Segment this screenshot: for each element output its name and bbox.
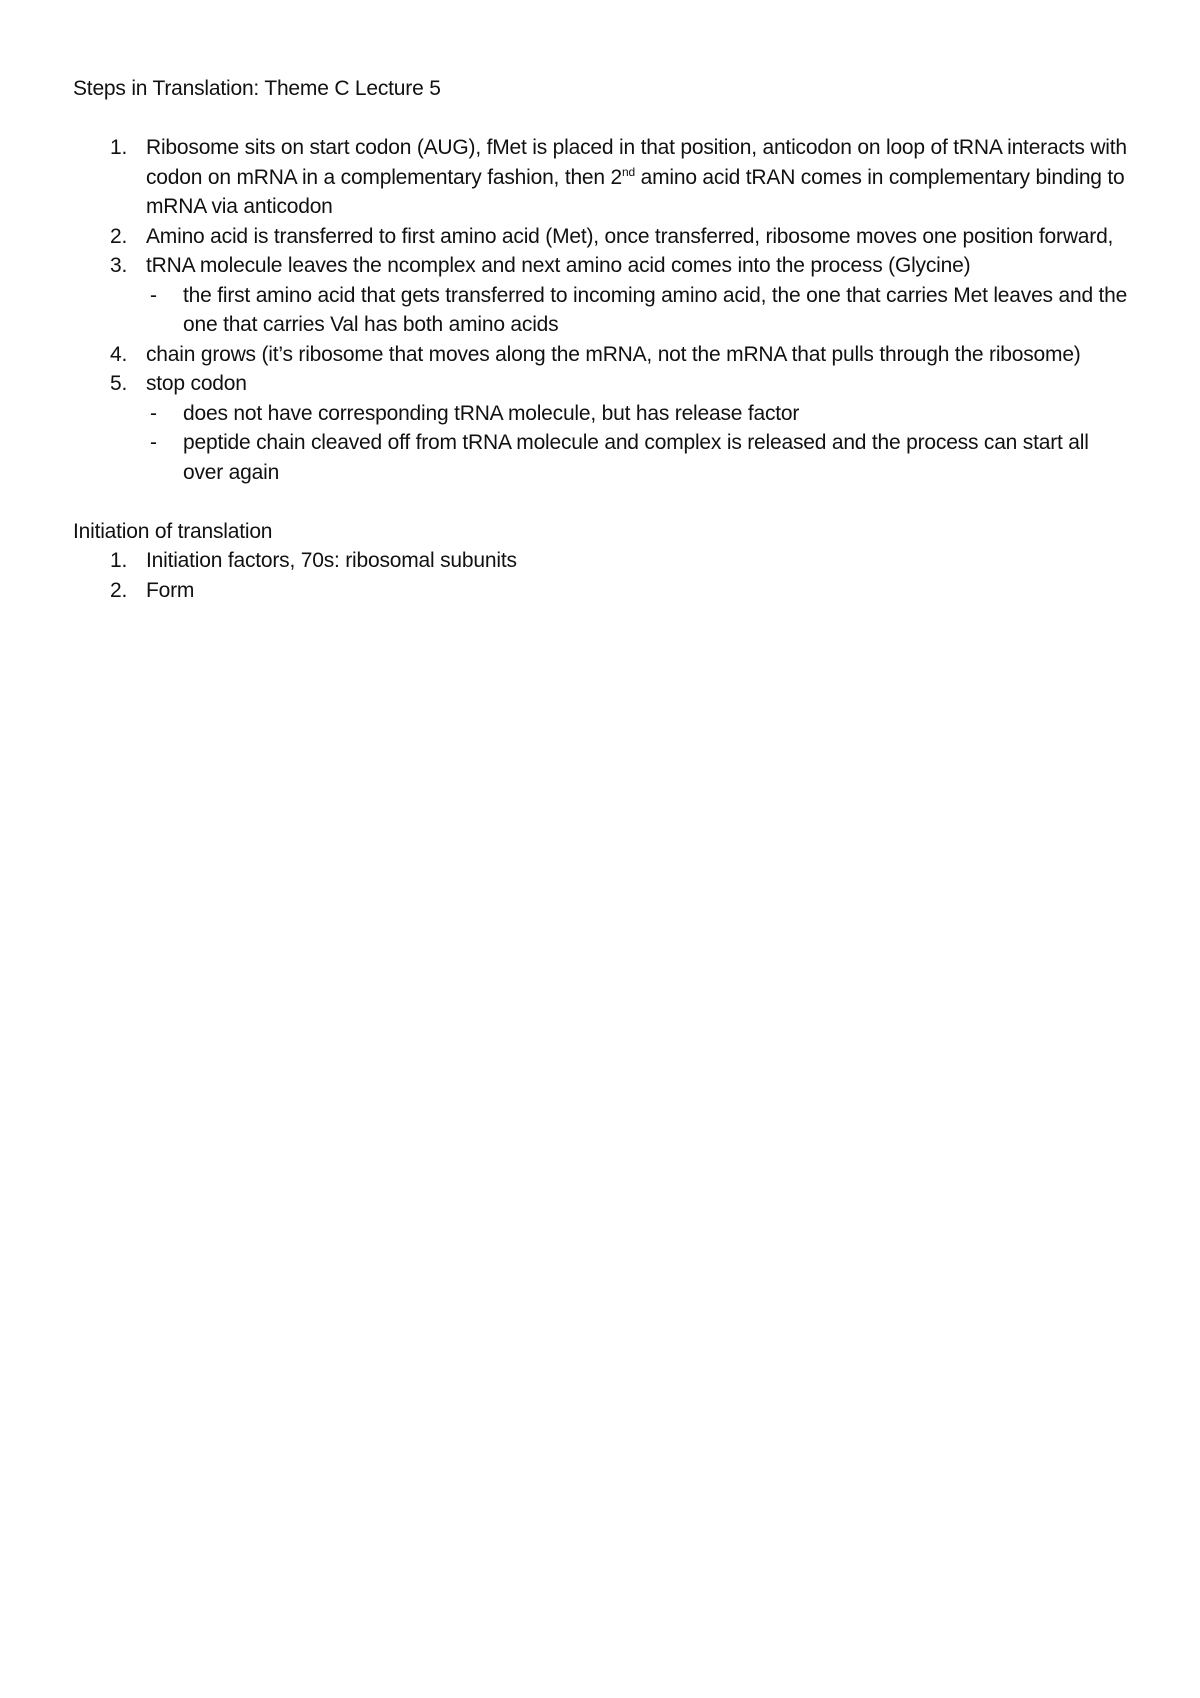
sub-list-item	[146, 281, 1133, 340]
list-item-initiation-1	[73, 546, 1133, 576]
list-number: 1.	[110, 136, 128, 159]
list-item-step-4	[73, 340, 1133, 370]
translation-steps-list	[73, 133, 1133, 487]
sub-list	[146, 399, 1133, 488]
list-number: 3.	[110, 254, 128, 277]
list-number: 5.	[110, 372, 128, 395]
dash-bullet: -	[150, 283, 157, 307]
list-item-text: Form	[146, 578, 195, 602]
document-body	[73, 74, 1133, 605]
dash-bullet: -	[150, 401, 157, 425]
list-item-step-2	[73, 222, 1133, 252]
spacer	[73, 487, 1133, 517]
list-item-text-continued: amino acid tRAN comes in complementary binding to mRNA via anticodon	[146, 165, 1125, 218]
list-item-text: Amino acid is transferred to first amino acid (Met), once transferred, ribosome moves one position forward,	[146, 224, 1114, 248]
sub-list-item-text: the first amino acid that gets transferred to incoming amino acid, the one that carries Met leaves and the one that carries Val has both amino acids	[183, 283, 1128, 336]
list-number: 2.	[110, 224, 128, 248]
list-number: 2.	[110, 578, 128, 602]
list-item-text: Ribosome sits on start codon (AUG), fMet is placed in that position, anticodon on loop of tRNA interacts with codon on mRNA in a complementary fashion, then 2	[146, 136, 1127, 189]
sub-list-item	[146, 428, 1133, 487]
list-number: 4.	[110, 342, 128, 366]
list-item-text: tRNA molecule leaves the ncomplex and next amino acid comes into the process (Glycine)	[146, 254, 971, 277]
sub-list-item	[146, 399, 1133, 429]
list-item-step-3	[73, 251, 1133, 340]
sub-list	[146, 281, 1133, 340]
list-item-step-5	[73, 369, 1133, 487]
list-item-step-1	[73, 133, 1133, 222]
list-number: 1.	[110, 549, 128, 572]
section-heading: Initiation of translation	[73, 519, 273, 543]
list-item-text: Initiation factors, 70s: ribosomal subunits	[146, 549, 517, 572]
dash-bullet: -	[150, 431, 157, 454]
list-item-text: chain grows (it’s ribosome that moves along the mRNA, not the mRNA that pulls through the ribosome)	[146, 342, 1081, 366]
list-item-text: stop codon	[146, 372, 247, 395]
sub-list-item-text: does not have corresponding tRNA molecule, but has release factor	[183, 401, 800, 425]
page-title: Steps in Translation: Theme C Lecture 5	[73, 77, 441, 100]
spacer	[73, 104, 1133, 134]
superscript-ordinal: nd	[622, 164, 635, 179]
initiation-steps-list	[73, 546, 1133, 605]
sub-list-item-text: peptide chain cleaved off from tRNA molecule and complex is released and the process can start all over again	[183, 431, 1089, 484]
list-item-initiation-2	[73, 576, 1133, 606]
